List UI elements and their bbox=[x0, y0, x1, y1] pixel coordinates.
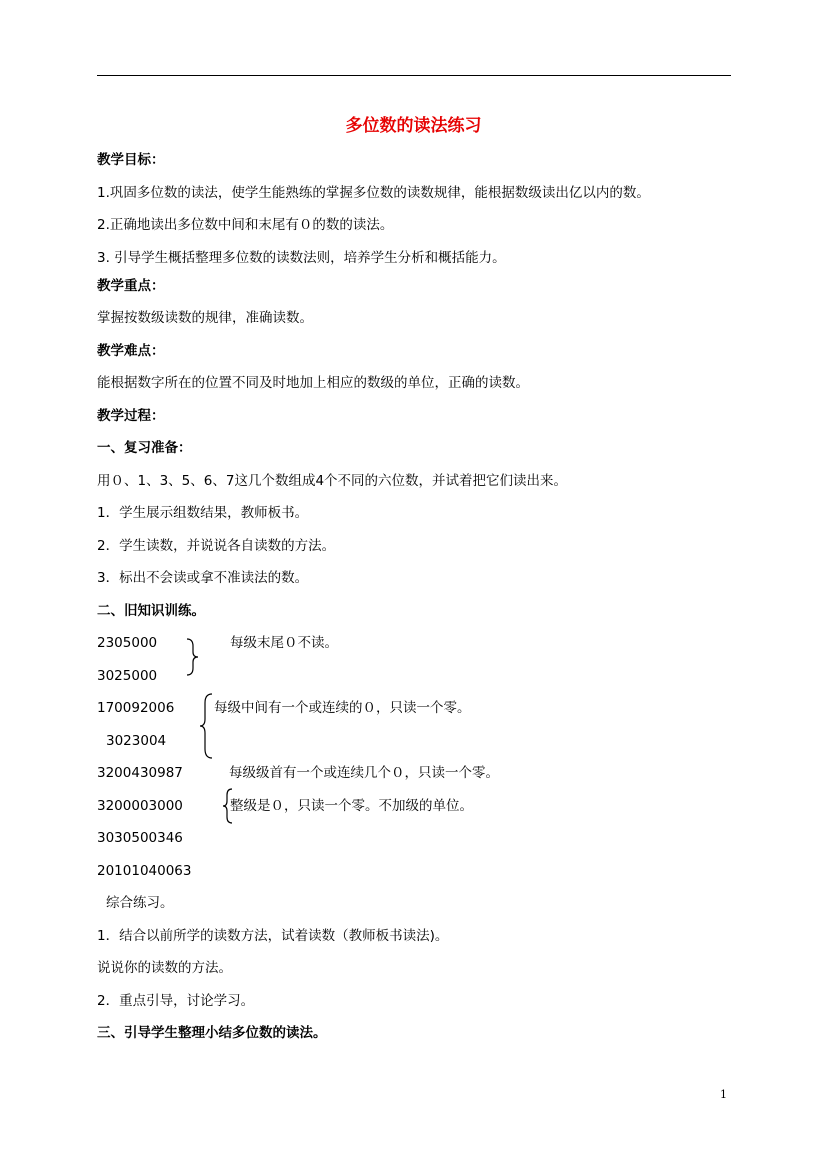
training-note-2: 每级中间有一个或连续的０，只读一个零。 bbox=[214, 700, 471, 716]
page-number: 1 bbox=[720, 1088, 727, 1101]
review-step-3: 3．标出不会读或拿不准读法的数。 bbox=[97, 570, 309, 586]
practice-item-1: 1．结合以前所学的读数方法，试着读数（教师板书读法)。 bbox=[97, 928, 449, 944]
training-note-1: 每级末尾０不读。 bbox=[230, 635, 338, 651]
practice-item-2: 说说你的读数的方法。 bbox=[97, 960, 232, 976]
training-number: 170092006 bbox=[97, 700, 175, 716]
training-number: 3200003000 bbox=[97, 798, 183, 814]
header-rule bbox=[97, 75, 731, 76]
practice-item-3: 2．重点引导，讨论学习。 bbox=[97, 993, 255, 1009]
review-step-1: 1．学生展示组数结果，教师板书。 bbox=[97, 505, 309, 521]
difficulty-heading: 教学难点： bbox=[97, 343, 165, 359]
goal-item-3: 3. 引导学生概括整理多位数的读数法则，培养学生分析和概括能力。 bbox=[97, 250, 506, 266]
training-number: 3200430987 bbox=[97, 765, 183, 781]
right-brace-icon bbox=[186, 638, 200, 676]
key-point-text: 掌握按数级读数的规律，准确读数。 bbox=[97, 310, 313, 326]
goals-heading: 教学目标： bbox=[97, 152, 165, 168]
training-number: 20101040063 bbox=[97, 863, 192, 879]
difficulty-text: 能根据数字所在的位置不同及时地加上相应的数级的单位，正确的读数。 bbox=[97, 375, 529, 391]
training-note-3: 每级级首有一个或连续几个０，只读一个零。 bbox=[229, 765, 499, 781]
review-intro: 用０、1、3、5、6、7这几个数组成4个不同的六位数，并试着把它们读出来。 bbox=[97, 473, 568, 489]
page-title: 多位数的读法练习 bbox=[345, 116, 482, 136]
training-number: 3025000 bbox=[97, 668, 158, 684]
training-number: 3030500346 bbox=[97, 830, 183, 846]
training-number: 3023004 bbox=[106, 733, 167, 749]
left-brace-icon bbox=[199, 693, 213, 759]
review-heading: 一、复习准备： bbox=[97, 440, 192, 456]
training-note-4: 整级是０，只读一个零。不加级的单位。 bbox=[230, 798, 473, 814]
summary-heading: 三、引导学生整理小结多位数的读法。 bbox=[97, 1025, 327, 1041]
training-number: 2305000 bbox=[97, 635, 158, 651]
goal-item-2: 2.正确地读出多位数中间和末尾有０的数的读法。 bbox=[97, 217, 394, 233]
review-step-2: 2．学生读数，并说说各自读数的方法。 bbox=[97, 538, 336, 554]
process-heading: 教学过程： bbox=[97, 408, 165, 424]
practice-heading: 综合练习。 bbox=[106, 895, 174, 911]
training-heading: 二、旧知识训练。 bbox=[97, 603, 205, 619]
key-point-heading: 教学重点： bbox=[97, 278, 165, 294]
goal-item-1: 1.巩固多位数的读法，使学生能熟练的掌握多位数的读数规律，能根据数级读出亿以内的数。 bbox=[97, 185, 650, 201]
